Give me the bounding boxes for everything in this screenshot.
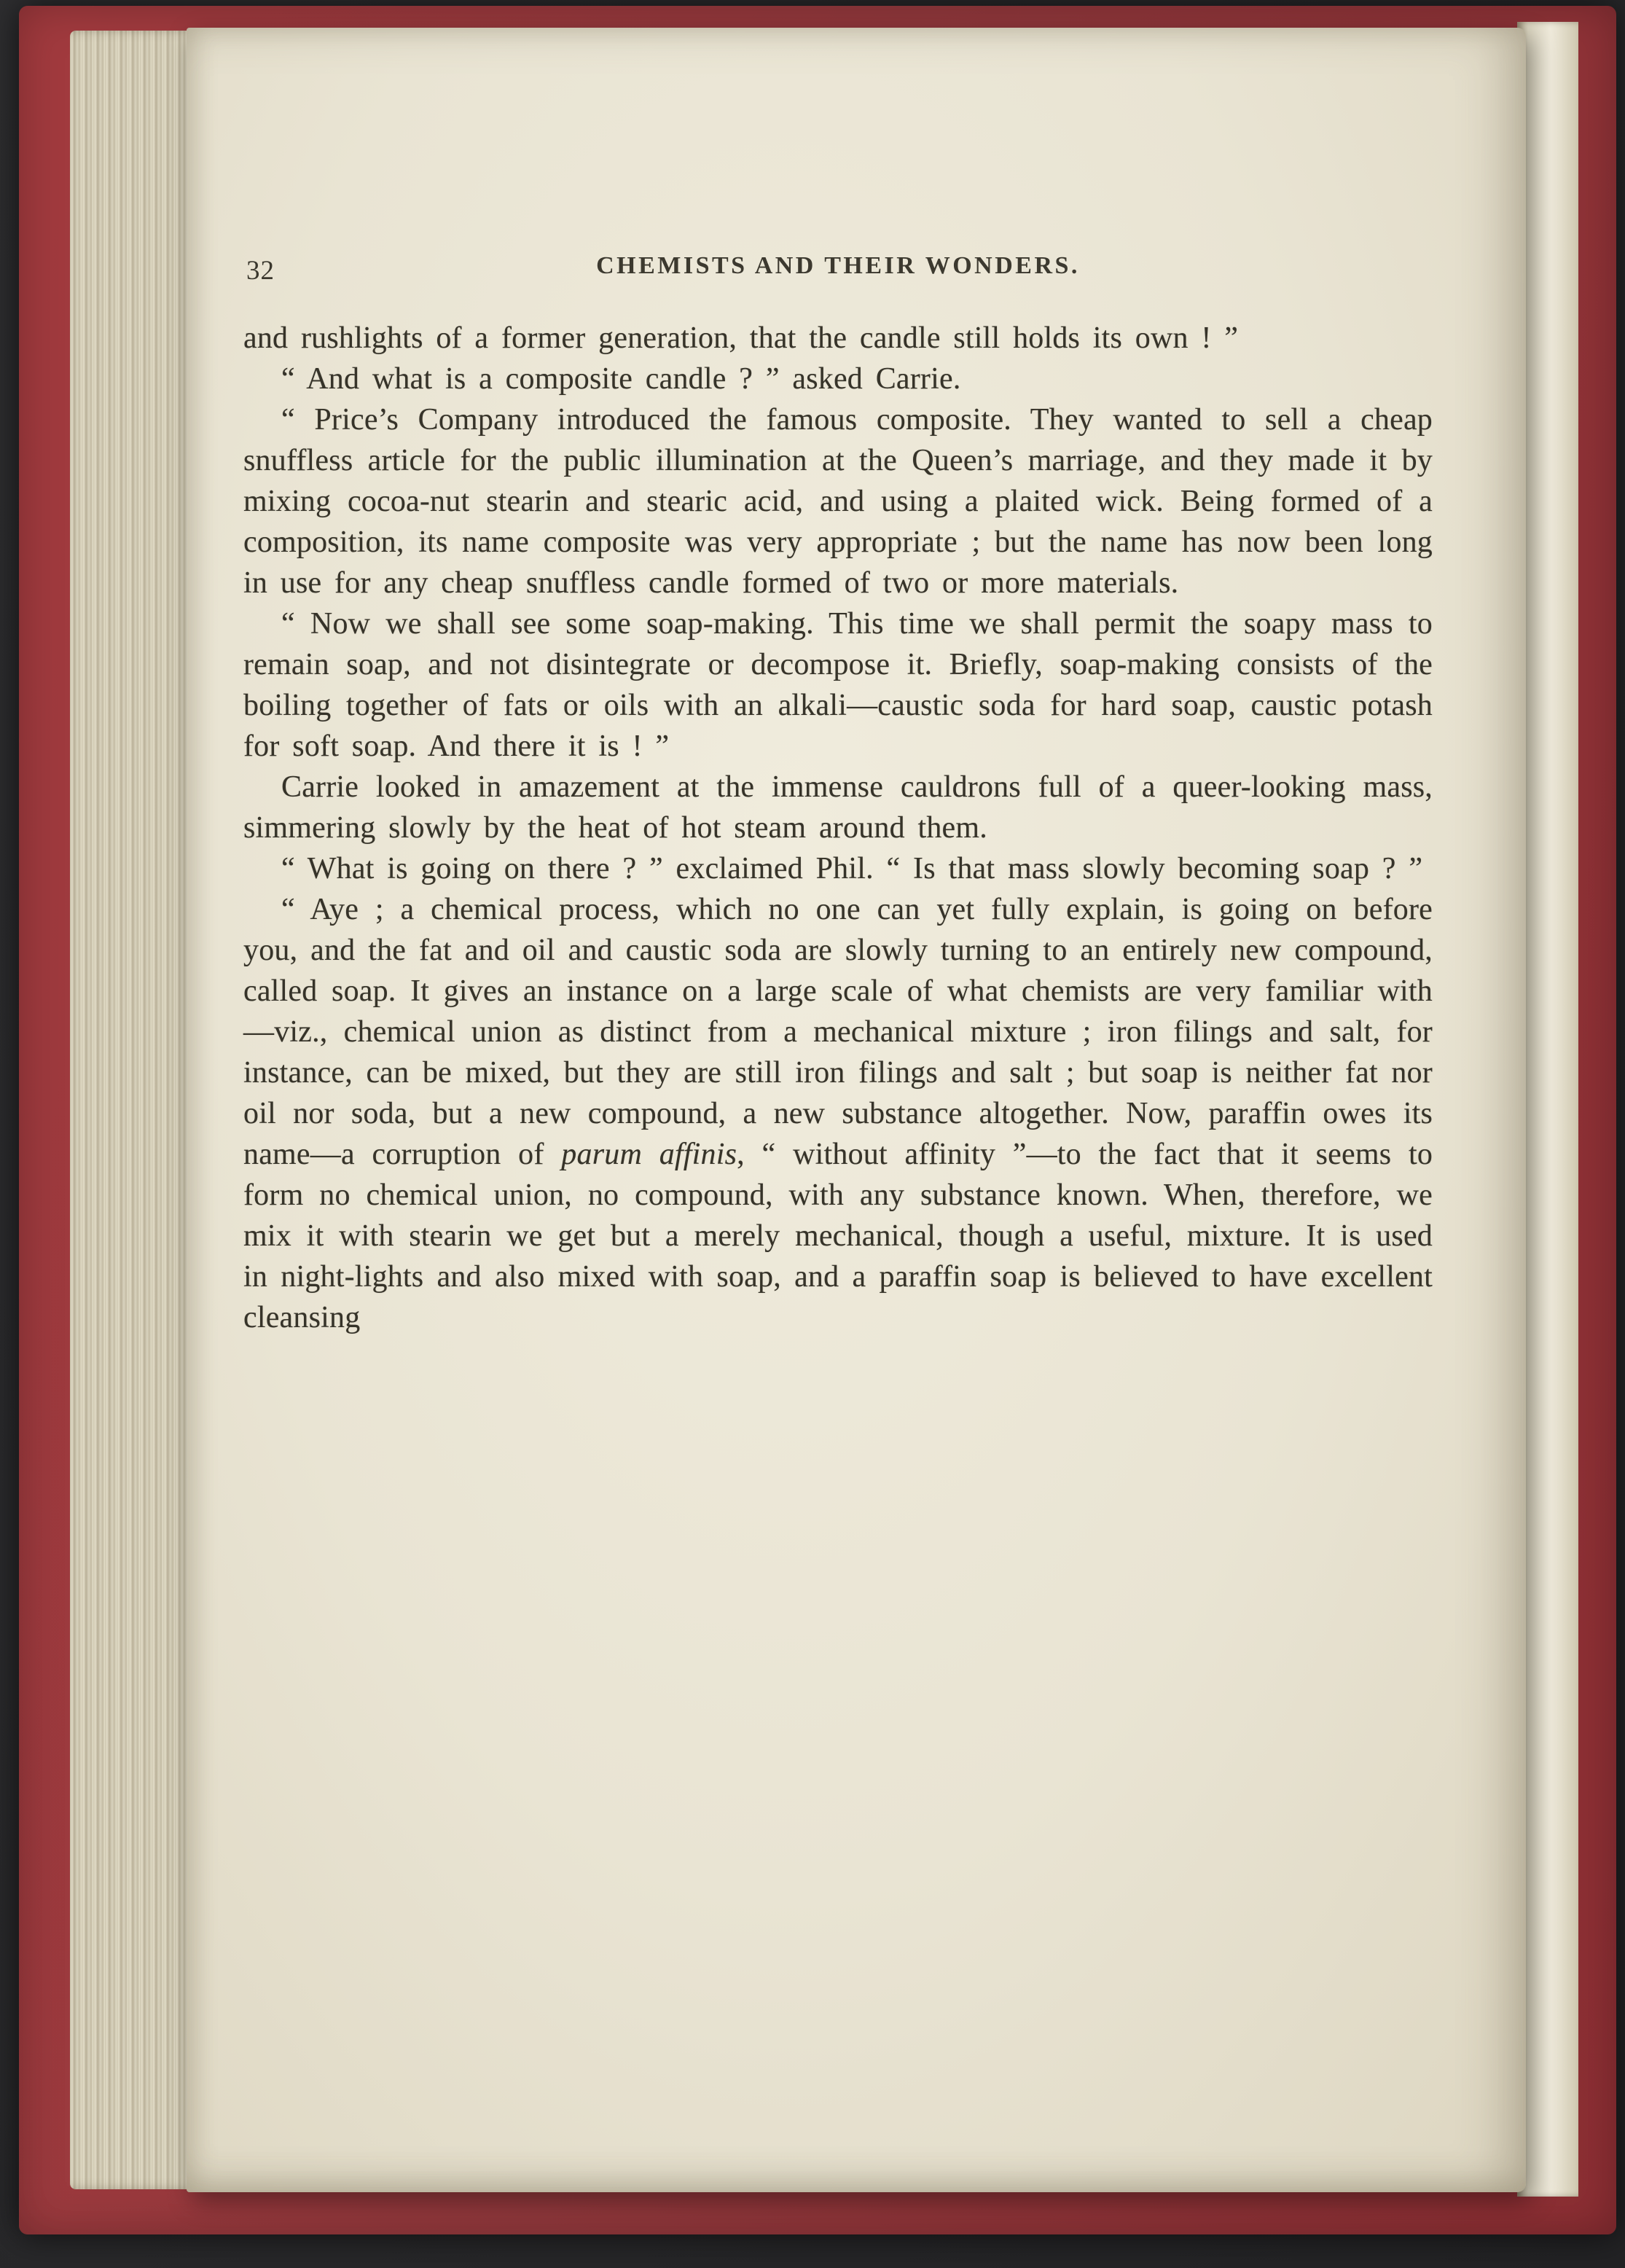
paragraph: Carrie looked in amazement at the immense cauldrons full of a queer-looking mass, simmering slowly by the heat of hot steam around them. [243, 770, 1433, 845]
page-number: 32 [246, 256, 275, 286]
page-header [243, 252, 1433, 296]
paragraph: and rushlights of a former generation, that the candle still holds its own ! ” [243, 321, 1239, 355]
running-header: CHEMISTS AND THEIR WONDERS. [596, 252, 1080, 279]
page-body [243, 318, 1433, 1338]
paragraph: “ What is going on there ? ” exclaimed Phil. “ Is that mass slowly becoming soap ? ” [281, 852, 1423, 885]
paragraph: “ Price’s Company introduced the famous composite. They wanted to sell a cheap snuffless article for the public illumination at the Queen’s marriage, and they made it by mixing cocoa-nut stearin and stearic acid, and using a plaited wick. Being formed of a composition, its name composite was very appropriate ; but the name has now been long in use for any cheap snuffless candle formed of two or more materials. [243, 403, 1433, 600]
paragraph: “ Now we shall see some soap-making. This time we shall permit the soapy mass to remain soap, and not disintegrate or decompose it. Briefly, soap-making consists of the boiling together of fats or oils with an alkali—caustic soda for hard soap, caustic potash for soft soap. And there it is ! ” [243, 607, 1433, 763]
paragraph: “ And what is a composite candle ? ” asked Carrie. [281, 362, 961, 396]
book-page [187, 28, 1526, 2192]
page-edges [70, 31, 198, 2189]
underlying-page-edge [1517, 22, 1578, 2197]
italic-phrase: parum affinis [561, 1138, 737, 1171]
paragraph: “ Aye ; a chemical process, which no one can yet fully explain, is going on before you, and the fat and oil and caustic soda are slowly turning to an entirely new compound, called soap. It gives an instance on a large scale of what chemists are very familiar with—viz., chemical union as distinct from a mechanical mixture ; iron filings and salt, for instance, can be mixed, but they are still iron filings and salt ; but soap is neither fat nor oil nor soda, but a new compound, a new substance altogether. Now, paraffin owes its name—a corruption of parum affinis, “ without affinity ”—to the fact that it seems to form no chemical union, no compound, with any substance known. When, therefore, we mix it with stearin we get but a merely mechanical, though a useful, mixture. It is used in night-lights and also mixed with soap, and a paraffin soap is believed to have excellent cleansing [243, 893, 1433, 1334]
